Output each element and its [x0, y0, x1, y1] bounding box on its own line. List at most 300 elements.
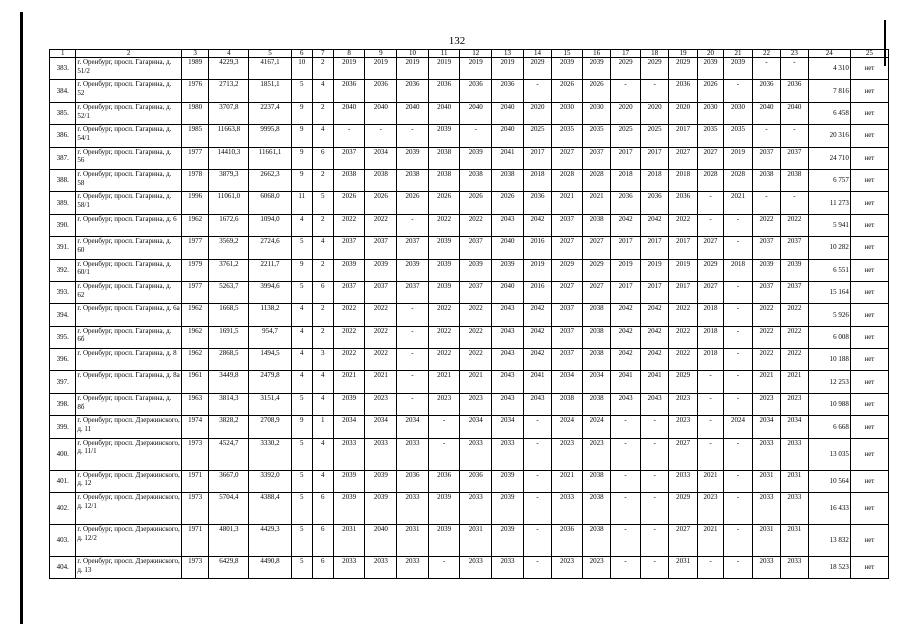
- value-cell: 2034: [582, 371, 610, 393]
- value-cell: 2042: [523, 214, 551, 236]
- value-cell: 2042: [523, 349, 551, 371]
- value-cell: -: [781, 192, 808, 214]
- value-cell: 2039: [460, 259, 492, 281]
- value-cell: 2039: [428, 259, 460, 281]
- value-cell: 10 988: [808, 393, 850, 415]
- value-cell: 2019: [523, 259, 551, 281]
- value-cell: -: [697, 557, 723, 579]
- value-cell: -: [397, 214, 429, 236]
- value-cell: 2039: [552, 58, 583, 80]
- value-cell: 1979: [181, 259, 208, 281]
- value-cell: 2039: [428, 525, 460, 557]
- value-cell: 2026: [428, 192, 460, 214]
- value-cell: 2022: [752, 214, 780, 236]
- address-cell: г. Оренбург, просп. Гагарина, д. 54/1: [76, 125, 182, 147]
- value-cell: 2: [312, 214, 333, 236]
- value-cell: 2022: [428, 304, 460, 326]
- value-cell: 4490,8: [249, 557, 291, 579]
- value-cell: 2040: [365, 102, 397, 124]
- value-cell: 9995,8: [249, 125, 291, 147]
- value-cell: 1963: [181, 393, 208, 415]
- value-cell: 2037: [397, 237, 429, 259]
- value-cell: 6 008: [808, 326, 850, 348]
- value-cell: 1980: [181, 102, 208, 124]
- table-row: [50, 493, 889, 525]
- value-cell: 2027: [552, 281, 583, 303]
- value-cell: нет: [850, 102, 888, 124]
- value-cell: 1977: [181, 281, 208, 303]
- value-cell: 2039: [752, 259, 780, 281]
- value-cell: 10: [291, 58, 312, 80]
- value-cell: 4: [312, 80, 333, 102]
- value-cell: 5: [291, 525, 312, 557]
- value-cell: 2036: [552, 525, 583, 557]
- value-cell: 9: [291, 125, 312, 147]
- value-cell: 2031: [752, 525, 780, 557]
- value-cell: 2036: [460, 470, 492, 492]
- value-cell: 4229,3: [209, 58, 249, 80]
- value-cell: 4429,3: [249, 525, 291, 557]
- value-cell: 2033: [752, 493, 780, 525]
- column-number-row: [50, 50, 889, 58]
- column-number-16: 16: [582, 50, 610, 58]
- value-cell: 2021: [697, 525, 723, 557]
- value-cell: нет: [850, 371, 888, 393]
- value-cell: -: [724, 326, 752, 348]
- value-cell: -: [724, 557, 752, 579]
- value-cell: 1974: [181, 416, 208, 438]
- row-number-cell: 389.: [50, 192, 76, 214]
- column-number-11: 11: [428, 50, 460, 58]
- value-cell: 1691,5: [209, 326, 249, 348]
- value-cell: 12 253: [808, 371, 850, 393]
- value-cell: 2038: [582, 304, 610, 326]
- value-cell: 6: [312, 525, 333, 557]
- address-cell: г. Оренбург, просп. Гагарина, д. 51/2: [76, 58, 182, 80]
- column-number-23: 23: [781, 50, 808, 58]
- value-cell: -: [781, 125, 808, 147]
- value-cell: 6 551: [808, 259, 850, 281]
- value-cell: 2039: [397, 259, 429, 281]
- address-cell: г. Оренбург, просп. Гагарина, д. 8а: [76, 371, 182, 393]
- value-cell: 6: [312, 493, 333, 525]
- value-cell: 2037: [582, 147, 610, 169]
- value-cell: 13 832: [808, 525, 850, 557]
- value-cell: 4801,3: [209, 525, 249, 557]
- value-cell: 2020: [611, 102, 641, 124]
- value-cell: 2043: [523, 393, 551, 415]
- value-cell: 9: [291, 416, 312, 438]
- row-number-cell: 403.: [50, 525, 76, 557]
- value-cell: 4: [312, 371, 333, 393]
- value-cell: 9: [291, 102, 312, 124]
- value-cell: 2033: [752, 557, 780, 579]
- value-cell: 2022: [333, 349, 365, 371]
- value-cell: -: [397, 326, 429, 348]
- value-cell: -: [724, 438, 752, 470]
- address-cell: г. Оренбург, просп. Гагарина, д. 8: [76, 349, 182, 371]
- value-cell: -: [460, 125, 492, 147]
- value-cell: 10 564: [808, 470, 850, 492]
- value-cell: 2037: [752, 147, 780, 169]
- value-cell: 2026: [582, 80, 610, 102]
- value-cell: -: [611, 438, 641, 470]
- column-number-12: 12: [460, 50, 492, 58]
- value-cell: 2016: [523, 237, 551, 259]
- column-number-14: 14: [523, 50, 551, 58]
- address-cell: г. Оренбург, просп. Гагарина, д. 52: [76, 80, 182, 102]
- value-cell: 2029: [669, 371, 697, 393]
- value-cell: 2027: [669, 438, 697, 470]
- value-cell: 2018: [669, 169, 697, 191]
- value-cell: 2: [312, 304, 333, 326]
- value-cell: 4: [312, 237, 333, 259]
- value-cell: 2037: [781, 237, 808, 259]
- value-cell: 2029: [582, 259, 610, 281]
- value-cell: -: [724, 393, 752, 415]
- row-number-cell: 386.: [50, 125, 76, 147]
- value-cell: 2038: [582, 493, 610, 525]
- value-cell: 5: [312, 192, 333, 214]
- value-cell: 2028: [697, 169, 723, 191]
- value-cell: 2027: [697, 237, 723, 259]
- value-cell: 2020: [523, 102, 551, 124]
- value-cell: 9: [291, 147, 312, 169]
- address-cell: г. Оренбург, просп. Гагарина, д. 52/1: [76, 102, 182, 124]
- value-cell: -: [724, 493, 752, 525]
- value-cell: 2039: [333, 493, 365, 525]
- row-number-cell: 391.: [50, 237, 76, 259]
- value-cell: 1977: [181, 147, 208, 169]
- value-cell: 2708,9: [249, 416, 291, 438]
- value-cell: 4: [291, 371, 312, 393]
- table-row: [50, 259, 889, 281]
- value-cell: 2022: [333, 214, 365, 236]
- value-cell: 2021: [365, 371, 397, 393]
- value-cell: 2042: [523, 304, 551, 326]
- value-cell: 3761,2: [209, 259, 249, 281]
- value-cell: нет: [850, 80, 888, 102]
- value-cell: 2038: [552, 393, 583, 415]
- value-cell: 2025: [640, 125, 668, 147]
- value-cell: 3569,2: [209, 237, 249, 259]
- value-cell: 2037: [365, 237, 397, 259]
- value-cell: 2036: [365, 80, 397, 102]
- value-cell: -: [611, 525, 641, 557]
- value-cell: -: [697, 393, 723, 415]
- value-cell: 2036: [460, 80, 492, 102]
- table-row: [50, 214, 889, 236]
- value-cell: 14410,3: [209, 147, 249, 169]
- value-cell: 2022: [365, 326, 397, 348]
- value-cell: 2034: [460, 416, 492, 438]
- value-cell: 2039: [428, 281, 460, 303]
- row-number-cell: 387.: [50, 147, 76, 169]
- address-cell: г. Оренбург, просп. Гагарина, д. 62: [76, 281, 182, 303]
- value-cell: 2019: [333, 58, 365, 80]
- address-cell: г. Оренбург, просп. Гагарина, д. 60: [76, 237, 182, 259]
- row-number-cell: 396.: [50, 349, 76, 371]
- value-cell: 1962: [181, 326, 208, 348]
- value-cell: 2040: [365, 525, 397, 557]
- value-cell: 2019: [492, 58, 524, 80]
- value-cell: 1962: [181, 304, 208, 326]
- value-cell: 2018: [697, 304, 723, 326]
- value-cell: 2037: [552, 214, 583, 236]
- value-cell: 6: [312, 281, 333, 303]
- value-cell: 4: [291, 214, 312, 236]
- value-cell: 3667,0: [209, 470, 249, 492]
- value-cell: 2027: [697, 281, 723, 303]
- value-cell: 2039: [365, 259, 397, 281]
- value-cell: 4: [291, 326, 312, 348]
- value-cell: 2040: [492, 125, 524, 147]
- value-cell: 2023: [428, 393, 460, 415]
- value-cell: нет: [850, 192, 888, 214]
- value-cell: 1138,2: [249, 304, 291, 326]
- value-cell: 2034: [365, 416, 397, 438]
- value-cell: 3707,8: [209, 102, 249, 124]
- value-cell: 2040: [492, 281, 524, 303]
- value-cell: 2033: [333, 557, 365, 579]
- value-cell: 5704,4: [209, 493, 249, 525]
- value-cell: 3392,0: [249, 470, 291, 492]
- address-cell: г. Оренбург, просп. Гагарина, д. 8б: [76, 393, 182, 415]
- value-cell: 2038: [397, 169, 429, 191]
- value-cell: 1976: [181, 80, 208, 102]
- value-cell: 2034: [552, 371, 583, 393]
- value-cell: нет: [850, 438, 888, 470]
- value-cell: 2040: [752, 102, 780, 124]
- value-cell: 2018: [611, 169, 641, 191]
- value-cell: 2037: [333, 281, 365, 303]
- table-row: [50, 470, 889, 492]
- value-cell: -: [724, 237, 752, 259]
- value-cell: 2043: [492, 349, 524, 371]
- value-cell: 2017: [611, 281, 641, 303]
- value-cell: 2026: [333, 192, 365, 214]
- row-number-cell: 393.: [50, 281, 76, 303]
- value-cell: 6429,8: [209, 557, 249, 579]
- value-cell: 1985: [181, 125, 208, 147]
- value-cell: 2033: [365, 557, 397, 579]
- value-cell: 11661,1: [249, 147, 291, 169]
- value-cell: нет: [850, 470, 888, 492]
- value-cell: 2041: [523, 371, 551, 393]
- value-cell: 2017: [640, 237, 668, 259]
- value-cell: 2033: [781, 557, 808, 579]
- value-cell: 2023: [552, 438, 583, 470]
- value-cell: 2024: [724, 416, 752, 438]
- row-number-cell: 397.: [50, 371, 76, 393]
- value-cell: 1989: [181, 58, 208, 80]
- column-number-10: 10: [397, 50, 429, 58]
- row-number-cell: 388.: [50, 169, 76, 191]
- value-cell: -: [523, 80, 551, 102]
- value-cell: 2039: [781, 259, 808, 281]
- value-cell: 1971: [181, 525, 208, 557]
- value-cell: 2038: [582, 525, 610, 557]
- value-cell: 5: [291, 237, 312, 259]
- table-row: [50, 326, 889, 348]
- value-cell: 2018: [523, 169, 551, 191]
- table-row: [50, 237, 889, 259]
- value-cell: 2022: [781, 214, 808, 236]
- value-cell: 2029: [669, 58, 697, 80]
- value-cell: 2027: [669, 147, 697, 169]
- value-cell: 2040: [397, 102, 429, 124]
- value-cell: 2038: [582, 470, 610, 492]
- value-cell: 2016: [523, 281, 551, 303]
- value-cell: -: [523, 470, 551, 492]
- value-cell: 2026: [492, 192, 524, 214]
- value-cell: 6 458: [808, 102, 850, 124]
- value-cell: 5 926: [808, 304, 850, 326]
- value-cell: 2033: [492, 438, 524, 470]
- value-cell: 2022: [333, 326, 365, 348]
- value-cell: 2037: [752, 237, 780, 259]
- value-cell: 2036: [523, 192, 551, 214]
- value-cell: нет: [850, 259, 888, 281]
- value-cell: 2026: [460, 192, 492, 214]
- value-cell: 2035: [724, 125, 752, 147]
- value-cell: 2026: [397, 192, 429, 214]
- value-cell: 2027: [582, 281, 610, 303]
- address-cell: г. Оренбург, просп. Дзержинского, д. 11: [76, 416, 182, 438]
- value-cell: 11061,0: [209, 192, 249, 214]
- value-cell: 2022: [781, 326, 808, 348]
- value-cell: 4: [291, 304, 312, 326]
- value-cell: 2042: [640, 326, 668, 348]
- address-cell: г. Оренбург, просп. Гагарина, д. 60/1: [76, 259, 182, 281]
- row-number-cell: 385.: [50, 102, 76, 124]
- value-cell: 2031: [781, 470, 808, 492]
- value-cell: 2029: [552, 259, 583, 281]
- value-cell: 6 668: [808, 416, 850, 438]
- value-cell: 3994,6: [249, 281, 291, 303]
- value-cell: нет: [850, 304, 888, 326]
- value-cell: 2237,4: [249, 102, 291, 124]
- value-cell: 2022: [333, 304, 365, 326]
- table-row: [50, 393, 889, 415]
- value-cell: 2017: [669, 281, 697, 303]
- value-cell: 2035: [552, 125, 583, 147]
- value-cell: 2033: [460, 438, 492, 470]
- value-cell: 1973: [181, 438, 208, 470]
- value-cell: 6068,0: [249, 192, 291, 214]
- value-cell: -: [640, 438, 668, 470]
- value-cell: 2039: [333, 470, 365, 492]
- value-cell: 2021: [582, 192, 610, 214]
- value-cell: 2042: [611, 304, 641, 326]
- value-cell: 5: [291, 393, 312, 415]
- value-cell: -: [397, 349, 429, 371]
- value-cell: 2027: [552, 147, 583, 169]
- value-cell: 2039: [492, 470, 524, 492]
- value-cell: 5: [291, 80, 312, 102]
- value-cell: 2021: [724, 192, 752, 214]
- value-cell: -: [611, 80, 641, 102]
- row-number-cell: 399.: [50, 416, 76, 438]
- value-cell: -: [640, 525, 668, 557]
- value-cell: 2: [312, 58, 333, 80]
- table-body: [50, 58, 889, 579]
- table-row: [50, 349, 889, 371]
- column-number-5: 5: [249, 50, 291, 58]
- table-row: [50, 525, 889, 557]
- value-cell: 1672,6: [209, 214, 249, 236]
- value-cell: 1962: [181, 349, 208, 371]
- value-cell: 2018: [697, 326, 723, 348]
- value-cell: -: [640, 416, 668, 438]
- value-cell: -: [724, 470, 752, 492]
- value-cell: 2040: [492, 237, 524, 259]
- value-cell: 2018: [724, 259, 752, 281]
- value-cell: 2027: [552, 237, 583, 259]
- value-cell: -: [523, 525, 551, 557]
- value-cell: 2033: [397, 557, 429, 579]
- value-cell: 2033: [460, 557, 492, 579]
- column-number-4: 4: [209, 50, 249, 58]
- value-cell: 1978: [181, 169, 208, 191]
- value-cell: 2028: [552, 169, 583, 191]
- value-cell: 1971: [181, 470, 208, 492]
- value-cell: 2040: [781, 102, 808, 124]
- table-row: [50, 125, 889, 147]
- row-number-cell: 390.: [50, 214, 76, 236]
- table-row: [50, 416, 889, 438]
- value-cell: 5: [291, 493, 312, 525]
- value-cell: 2031: [333, 525, 365, 557]
- value-cell: 2038: [752, 169, 780, 191]
- value-cell: 2038: [582, 214, 610, 236]
- value-cell: 4 310: [808, 58, 850, 80]
- value-cell: 2022: [781, 304, 808, 326]
- value-cell: -: [611, 470, 641, 492]
- value-cell: 2041: [640, 371, 668, 393]
- value-cell: 2017: [611, 237, 641, 259]
- column-number-18: 18: [640, 50, 668, 58]
- value-cell: 11663,8: [209, 125, 249, 147]
- value-cell: 2038: [365, 169, 397, 191]
- value-cell: 2039: [365, 493, 397, 525]
- value-cell: 2036: [640, 192, 668, 214]
- value-cell: 2038: [582, 326, 610, 348]
- value-cell: 2038: [582, 349, 610, 371]
- value-cell: 2022: [669, 349, 697, 371]
- value-cell: 2023: [460, 393, 492, 415]
- value-cell: 2026: [365, 192, 397, 214]
- value-cell: 4: [291, 349, 312, 371]
- value-cell: 2023: [752, 393, 780, 415]
- value-cell: 2: [312, 326, 333, 348]
- value-cell: 2022: [460, 349, 492, 371]
- value-cell: -: [397, 125, 429, 147]
- value-cell: -: [333, 125, 365, 147]
- value-cell: 2040: [333, 102, 365, 124]
- value-cell: -: [724, 304, 752, 326]
- value-cell: 5: [291, 438, 312, 470]
- value-cell: 2042: [640, 214, 668, 236]
- value-cell: 5: [291, 281, 312, 303]
- value-cell: 2039: [428, 493, 460, 525]
- value-cell: -: [640, 557, 668, 579]
- value-cell: 2031: [460, 525, 492, 557]
- value-cell: 2022: [752, 326, 780, 348]
- value-cell: 2038: [492, 169, 524, 191]
- value-cell: 2479,8: [249, 371, 291, 393]
- value-cell: -: [428, 438, 460, 470]
